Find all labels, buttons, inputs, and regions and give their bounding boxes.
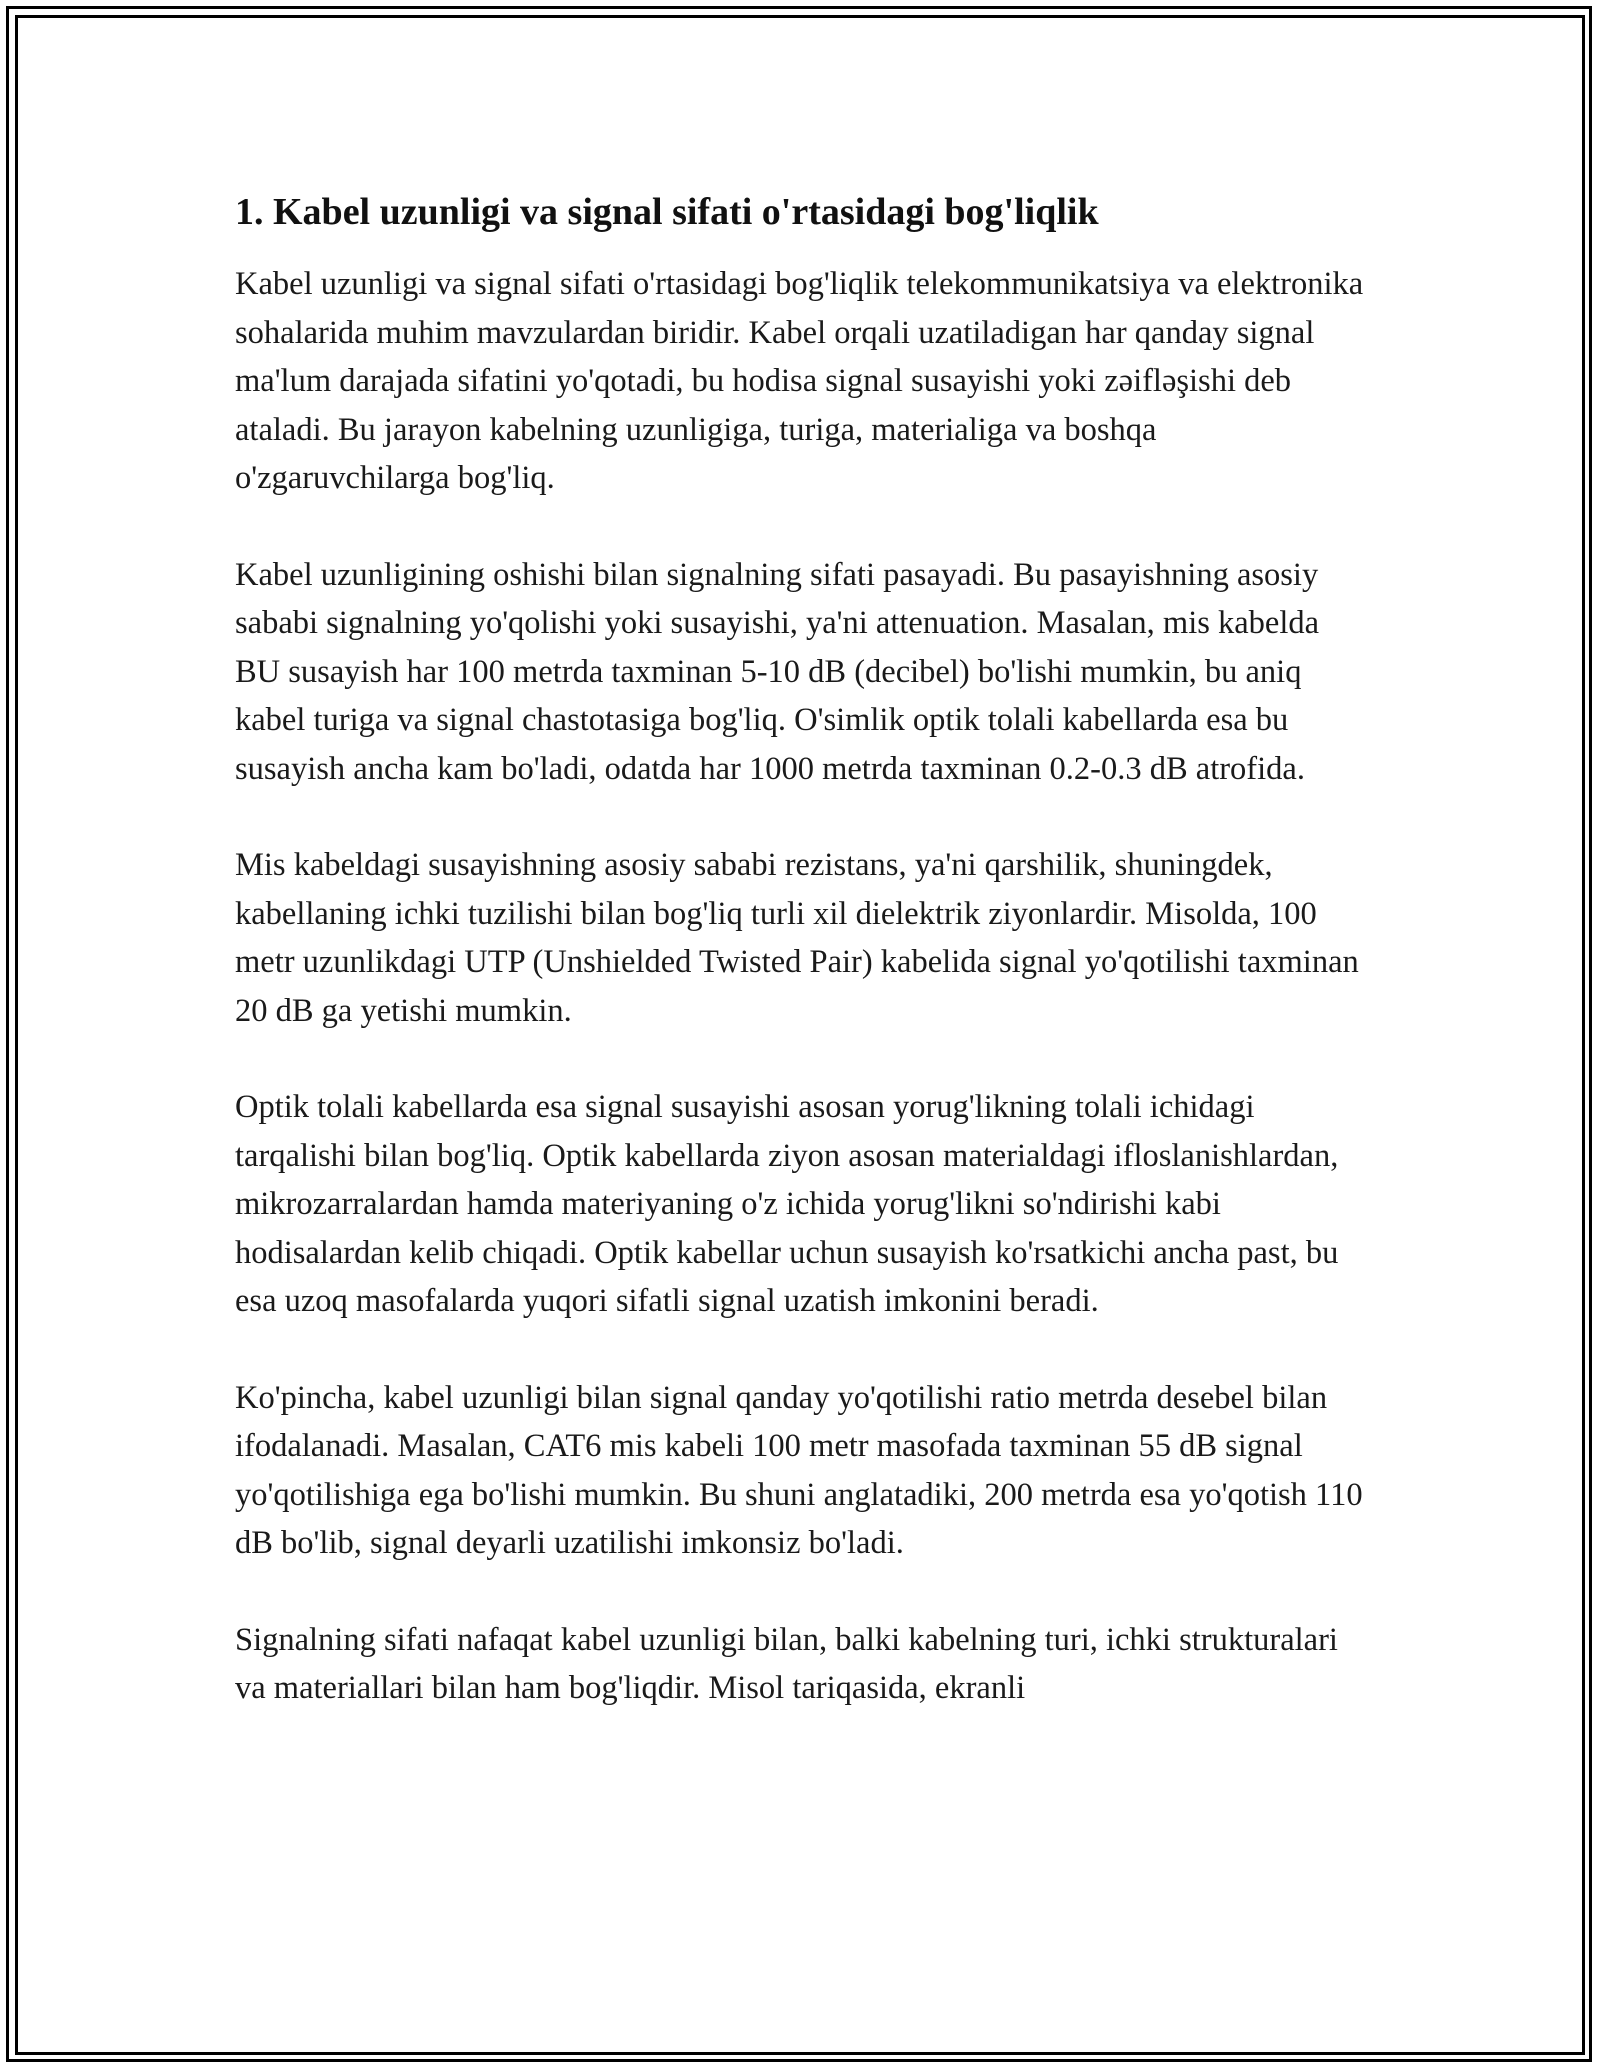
paragraph: Mis kabeldagi susayishning asosiy sababi rezistans, ya'ni qarshilik, shuningdek, kabellaning ichki tuzilishi bilan bog'liq turli xil dielektrik ziyonlardir. Misolda, 100 metr uzunlikdagi UTP (Unshielded Twisted Pair) kabelida signal yo'qotilishi taxminan 20 dB ga yetishi mumkin. bbox=[235, 847, 1359, 1029]
document-body bbox=[235, 186, 1370, 1761]
paragraph: Ko'pincha, kabel uzunligi bilan signal qanday yo'qotilishi ratio metrda desebel bilan ifodalanadi. Masalan, CAT6 mis kabeli 100 metr masofada taxminan 55 dB signal yo'qotilishiga ega bo'lishi mumkin. Bu shuni anglatadiki, 200 metrda esa yo'qotish 110 dB bo'lib, signal deyarli uzatilishi imkonsiz bo'ladi. bbox=[235, 1379, 1363, 1561]
section-heading: 1. Kabel uzunligi va signal sifati o'rtasidagi bog'liqlik bbox=[235, 191, 1099, 233]
paragraph: Kabel uzunligining oshishi bilan signalning sifati pasayadi. Bu pasayishning asosiy sababi signalning yo'qolishi yoki susayishi, ya'ni attenuation. Masalan, mis kabelda BU susayish har 100 metrda taxminan 5-10 dB (decibel) bo'lishi mumkin, bu aniq kabel turiga va signal chastotasiga bog'liq. O'simlik optik tolali kabellarda esa bu susayish ancha kam bo'ladi, odatda har 1000 metrda taxminan 0.2-0.3 dB atrofida. bbox=[235, 556, 1320, 787]
paragraph: Signalning sifati nafaqat kabel uzunligi bilan, balki kabelning turi, ichki strukturalari va materiallari bilan ham bog'liqdir. Misol tariqasida, ekranli bbox=[235, 1621, 1338, 1706]
paragraph: Optik tolali kabellarda esa signal susayishi asosan yorug'likning tolali ichidagi tarqalishi bilan bog'liq. Optik kabellarda ziyon asosan materialdagi ifloslanishlardan, mikrozarralardan hamda materiyaning o'z ichida yorug'likni so'ndirishi kabi hodisalardan kelib chiqadi. Optik kabellar uchun susayish ko'rsatkichi ancha past, bu esa uzoq masofalarda yuqori sifatli signal uzatish imkonini beradi. bbox=[235, 1089, 1339, 1319]
paragraph: Kabel uzunligi va signal sifati o'rtasidagi bog'liqlik telekommunikatsiya va elektronika sohalarida muhim mavzulardan biridir. Kabel orqali uzatiladigan har qanday signal ma'lum darajada sifatini yo'qotadi, bu hodisa signal susayishi yoki zəifləşishi deb ataladi. Bu jarayon kabelning uzunligiga, turiga, materialiga va boshqa o'zgaruvchilarga bog'liq. bbox=[235, 266, 1364, 496]
